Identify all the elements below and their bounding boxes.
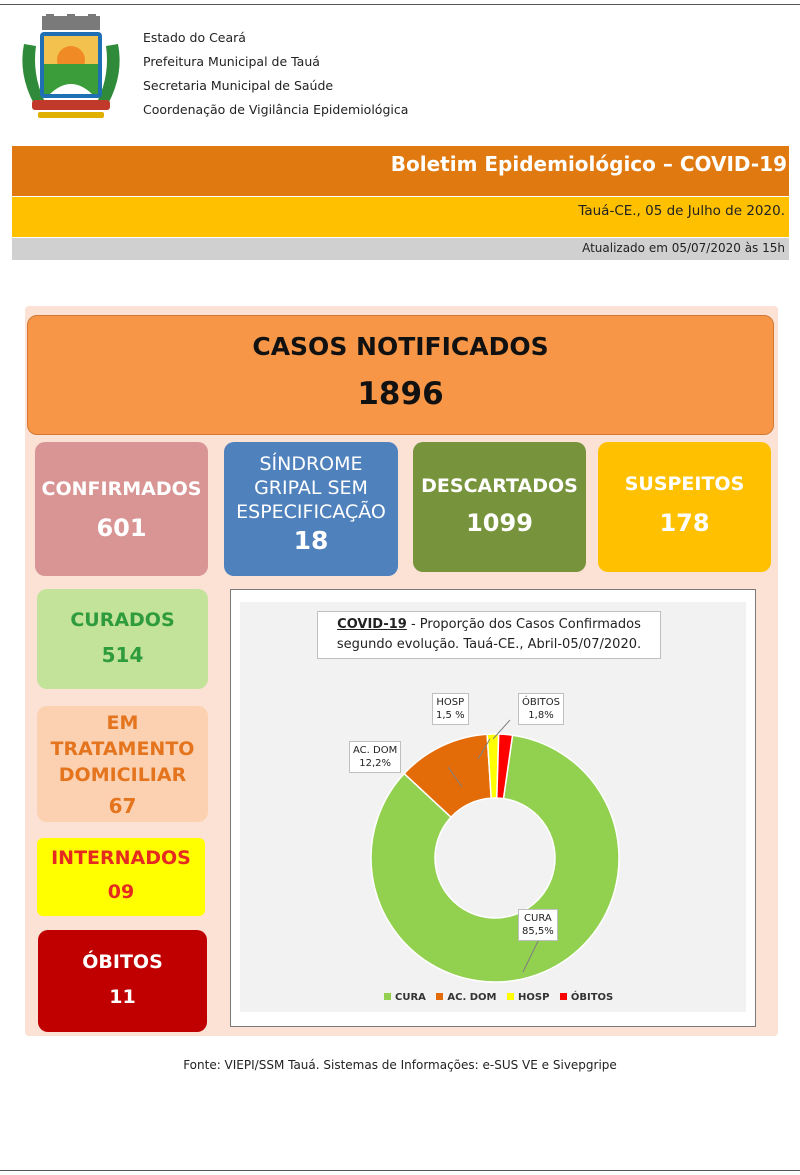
data-label-cura bbox=[518, 909, 558, 941]
confirmed-card bbox=[35, 442, 208, 576]
suspected-label: SUSPEITOS bbox=[624, 473, 745, 495]
bulletin-updated-band bbox=[12, 238, 789, 260]
header-line-state: Estado do Ceará bbox=[143, 30, 246, 45]
chart-title-bold: COVID-19 bbox=[337, 617, 407, 632]
bottom-border bbox=[0, 1170, 800, 1171]
notified-cases-card bbox=[27, 315, 774, 435]
discarded-value: 1099 bbox=[466, 509, 533, 537]
legend-label-hosp: HOSP bbox=[518, 992, 550, 1003]
bulletin-title-band bbox=[12, 146, 789, 196]
deaths-card bbox=[38, 930, 207, 1032]
data-label-obitos bbox=[518, 693, 564, 725]
bulletin-title: Boletim Epidemiológico – COVID-19 bbox=[390, 152, 787, 176]
confirmed-value: 601 bbox=[96, 514, 147, 542]
bulletin-place-date: Tauá-CE., 05 de Julho de 2020. bbox=[578, 203, 785, 219]
syndrome-label-line-1: SÍNDROME bbox=[259, 453, 363, 475]
deaths-label: ÓBITOS bbox=[82, 951, 163, 973]
discarded-label: DESCARTADOS bbox=[421, 475, 578, 497]
bulletin-updated: Atualizado em 05/07/2020 às 15h bbox=[582, 241, 785, 255]
hospitalized-label: INTERNADOS bbox=[51, 847, 191, 869]
header-line-coordenacao: Coordenação de Vigilância Epidemiológica bbox=[143, 102, 409, 117]
header-line-secretaria: Secretaria Municipal de Saúde bbox=[143, 78, 334, 93]
legend-item-cura bbox=[384, 992, 426, 1003]
legend-swatch-hosp bbox=[507, 993, 514, 1000]
suspected-value: 178 bbox=[659, 509, 710, 537]
chart-legend bbox=[384, 992, 620, 1003]
deaths-value: 11 bbox=[109, 986, 136, 1008]
legend-swatch-ac-dom bbox=[436, 993, 443, 1000]
legend-item-ac-dom bbox=[436, 992, 496, 1003]
source-footer: Fonte: VIEPI/SSM Tauá. Sistemas de Informações: e-SUS VE e Sivepgripe bbox=[183, 1058, 617, 1072]
hospitalized-card bbox=[37, 838, 205, 916]
data-label-obitos-name: ÓBITOS bbox=[522, 697, 561, 708]
discarded-card bbox=[413, 442, 586, 572]
bulletin-date-band bbox=[12, 197, 789, 237]
recovered-value: 514 bbox=[101, 643, 144, 667]
data-label-cura-name: CURA bbox=[524, 913, 552, 924]
coat-of-arms-logo bbox=[14, 14, 128, 122]
data-label-obitos-value: 1,8% bbox=[528, 710, 554, 721]
confirmed-label: CONFIRMADOS bbox=[41, 478, 202, 500]
legend-swatch-cura bbox=[384, 993, 391, 1000]
home-treatment-label-line-2: TRATAMENTO bbox=[50, 738, 195, 760]
legend-swatch-obitos bbox=[560, 993, 567, 1000]
unspecified-flu-syndrome-card bbox=[224, 442, 398, 576]
header-line-prefeitura: Prefeitura Municipal de Tauá bbox=[143, 54, 320, 69]
hospitalized-value: 09 bbox=[107, 881, 135, 903]
donut-chart bbox=[240, 602, 746, 1012]
legend-item-obitos bbox=[560, 992, 613, 1003]
data-label-cura-value: 85,5% bbox=[522, 926, 554, 937]
data-label-ac-dom-name: AC. DOM bbox=[353, 745, 398, 756]
home-treatment-card bbox=[37, 706, 208, 822]
home-treatment-label-line-1: EM bbox=[106, 712, 139, 734]
notified-cases-value: 1896 bbox=[357, 376, 444, 412]
data-label-hosp bbox=[432, 693, 469, 725]
notified-cases-label: CASOS NOTIFICADOS bbox=[252, 332, 549, 361]
syndrome-label-line-3: ESPECIFICAÇÃO bbox=[236, 501, 386, 523]
home-treatment-value: 67 bbox=[108, 794, 137, 818]
legend-label-ac-dom: AC. DOM bbox=[447, 992, 497, 1003]
legend-item-hosp bbox=[507, 992, 549, 1003]
recovered-card bbox=[37, 589, 208, 689]
top-border bbox=[0, 4, 800, 5]
chart-title-line-2: segundo evolução. Tauá-CE., Abril-05/07/2020. bbox=[336, 637, 642, 652]
home-treatment-label-line-3: DOMICILIAR bbox=[58, 764, 187, 786]
data-label-ac-dom-value: 12,2% bbox=[359, 758, 391, 769]
syndrome-value: 18 bbox=[293, 526, 329, 555]
data-label-hosp-value: 1,5 % bbox=[436, 710, 465, 721]
suspected-card bbox=[598, 442, 771, 572]
institution-lines bbox=[143, 26, 408, 122]
recovered-label: CURADOS bbox=[70, 609, 175, 631]
chart-title-rest: - Proporção dos Casos Confirmados bbox=[406, 617, 641, 632]
data-label-hosp-name: HOSP bbox=[436, 697, 465, 708]
data-label-ac-dom bbox=[349, 741, 401, 773]
syndrome-label-line-2: GRIPAL SEM bbox=[254, 477, 368, 499]
legend-label-obitos: ÓBITOS bbox=[570, 992, 614, 1003]
legend-label-cura: CURA bbox=[395, 992, 426, 1003]
